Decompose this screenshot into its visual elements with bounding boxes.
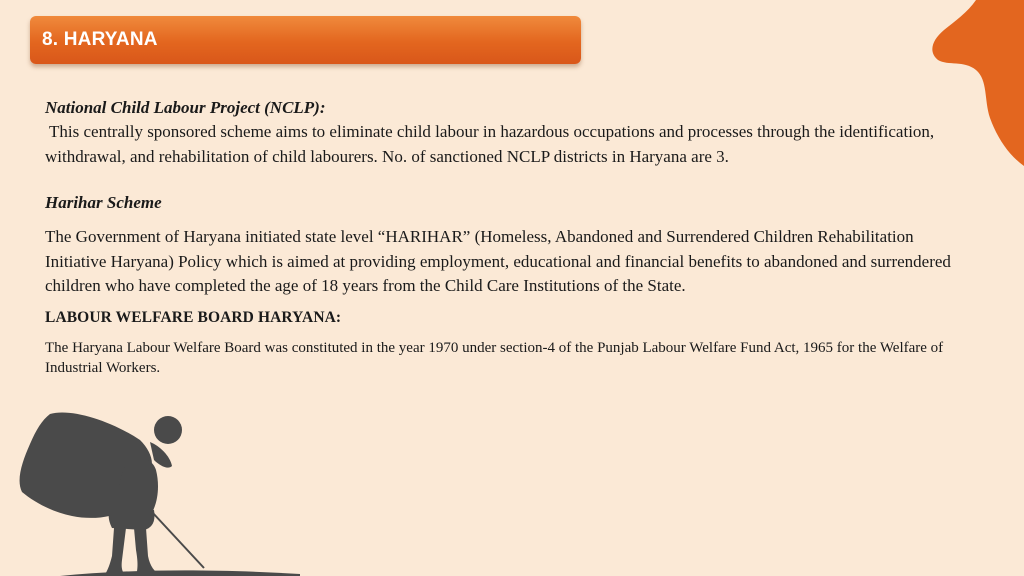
harihar-paragraph: The Government of Haryana initiated state level “HARIHAR” (Homeless, Abandoned and Surrendered Children Rehabilitation Initiative Haryana) Policy which is aimed at providing employment, educational and financial benefits to abandoned and surrendered children who have completed the age of 18 years from the Child Care Institutions of the State. bbox=[45, 227, 951, 295]
nclp-heading: National Child Labour Project (NCLP): bbox=[45, 98, 326, 117]
labour-welfare-heading: LABOUR WELFARE BOARD HARYANA: bbox=[45, 308, 342, 326]
page-title: 8. HARYANA bbox=[42, 29, 158, 50]
child-labourer-silhouette-icon bbox=[0, 400, 300, 576]
main-content bbox=[45, 96, 975, 378]
labour-welfare-paragraph: The Haryana Labour Welfare Board was constituted in the year 1970 under section-4 of the Punjab Labour Welfare Fund Act, 1965 for the Welfare of Industrial Workers. bbox=[45, 339, 944, 376]
harihar-heading: Harihar Scheme bbox=[45, 193, 162, 212]
title-bar bbox=[30, 16, 581, 64]
nclp-paragraph bbox=[45, 120, 975, 169]
nclp-body: This centrally sponsored scheme aims to eliminate child labour in hazardous occupations and processes through the identification, withdrawal, and rehabilitation of child labourers. No. of sanctioned NCLP districts in Haryana are 3. bbox=[45, 122, 935, 166]
